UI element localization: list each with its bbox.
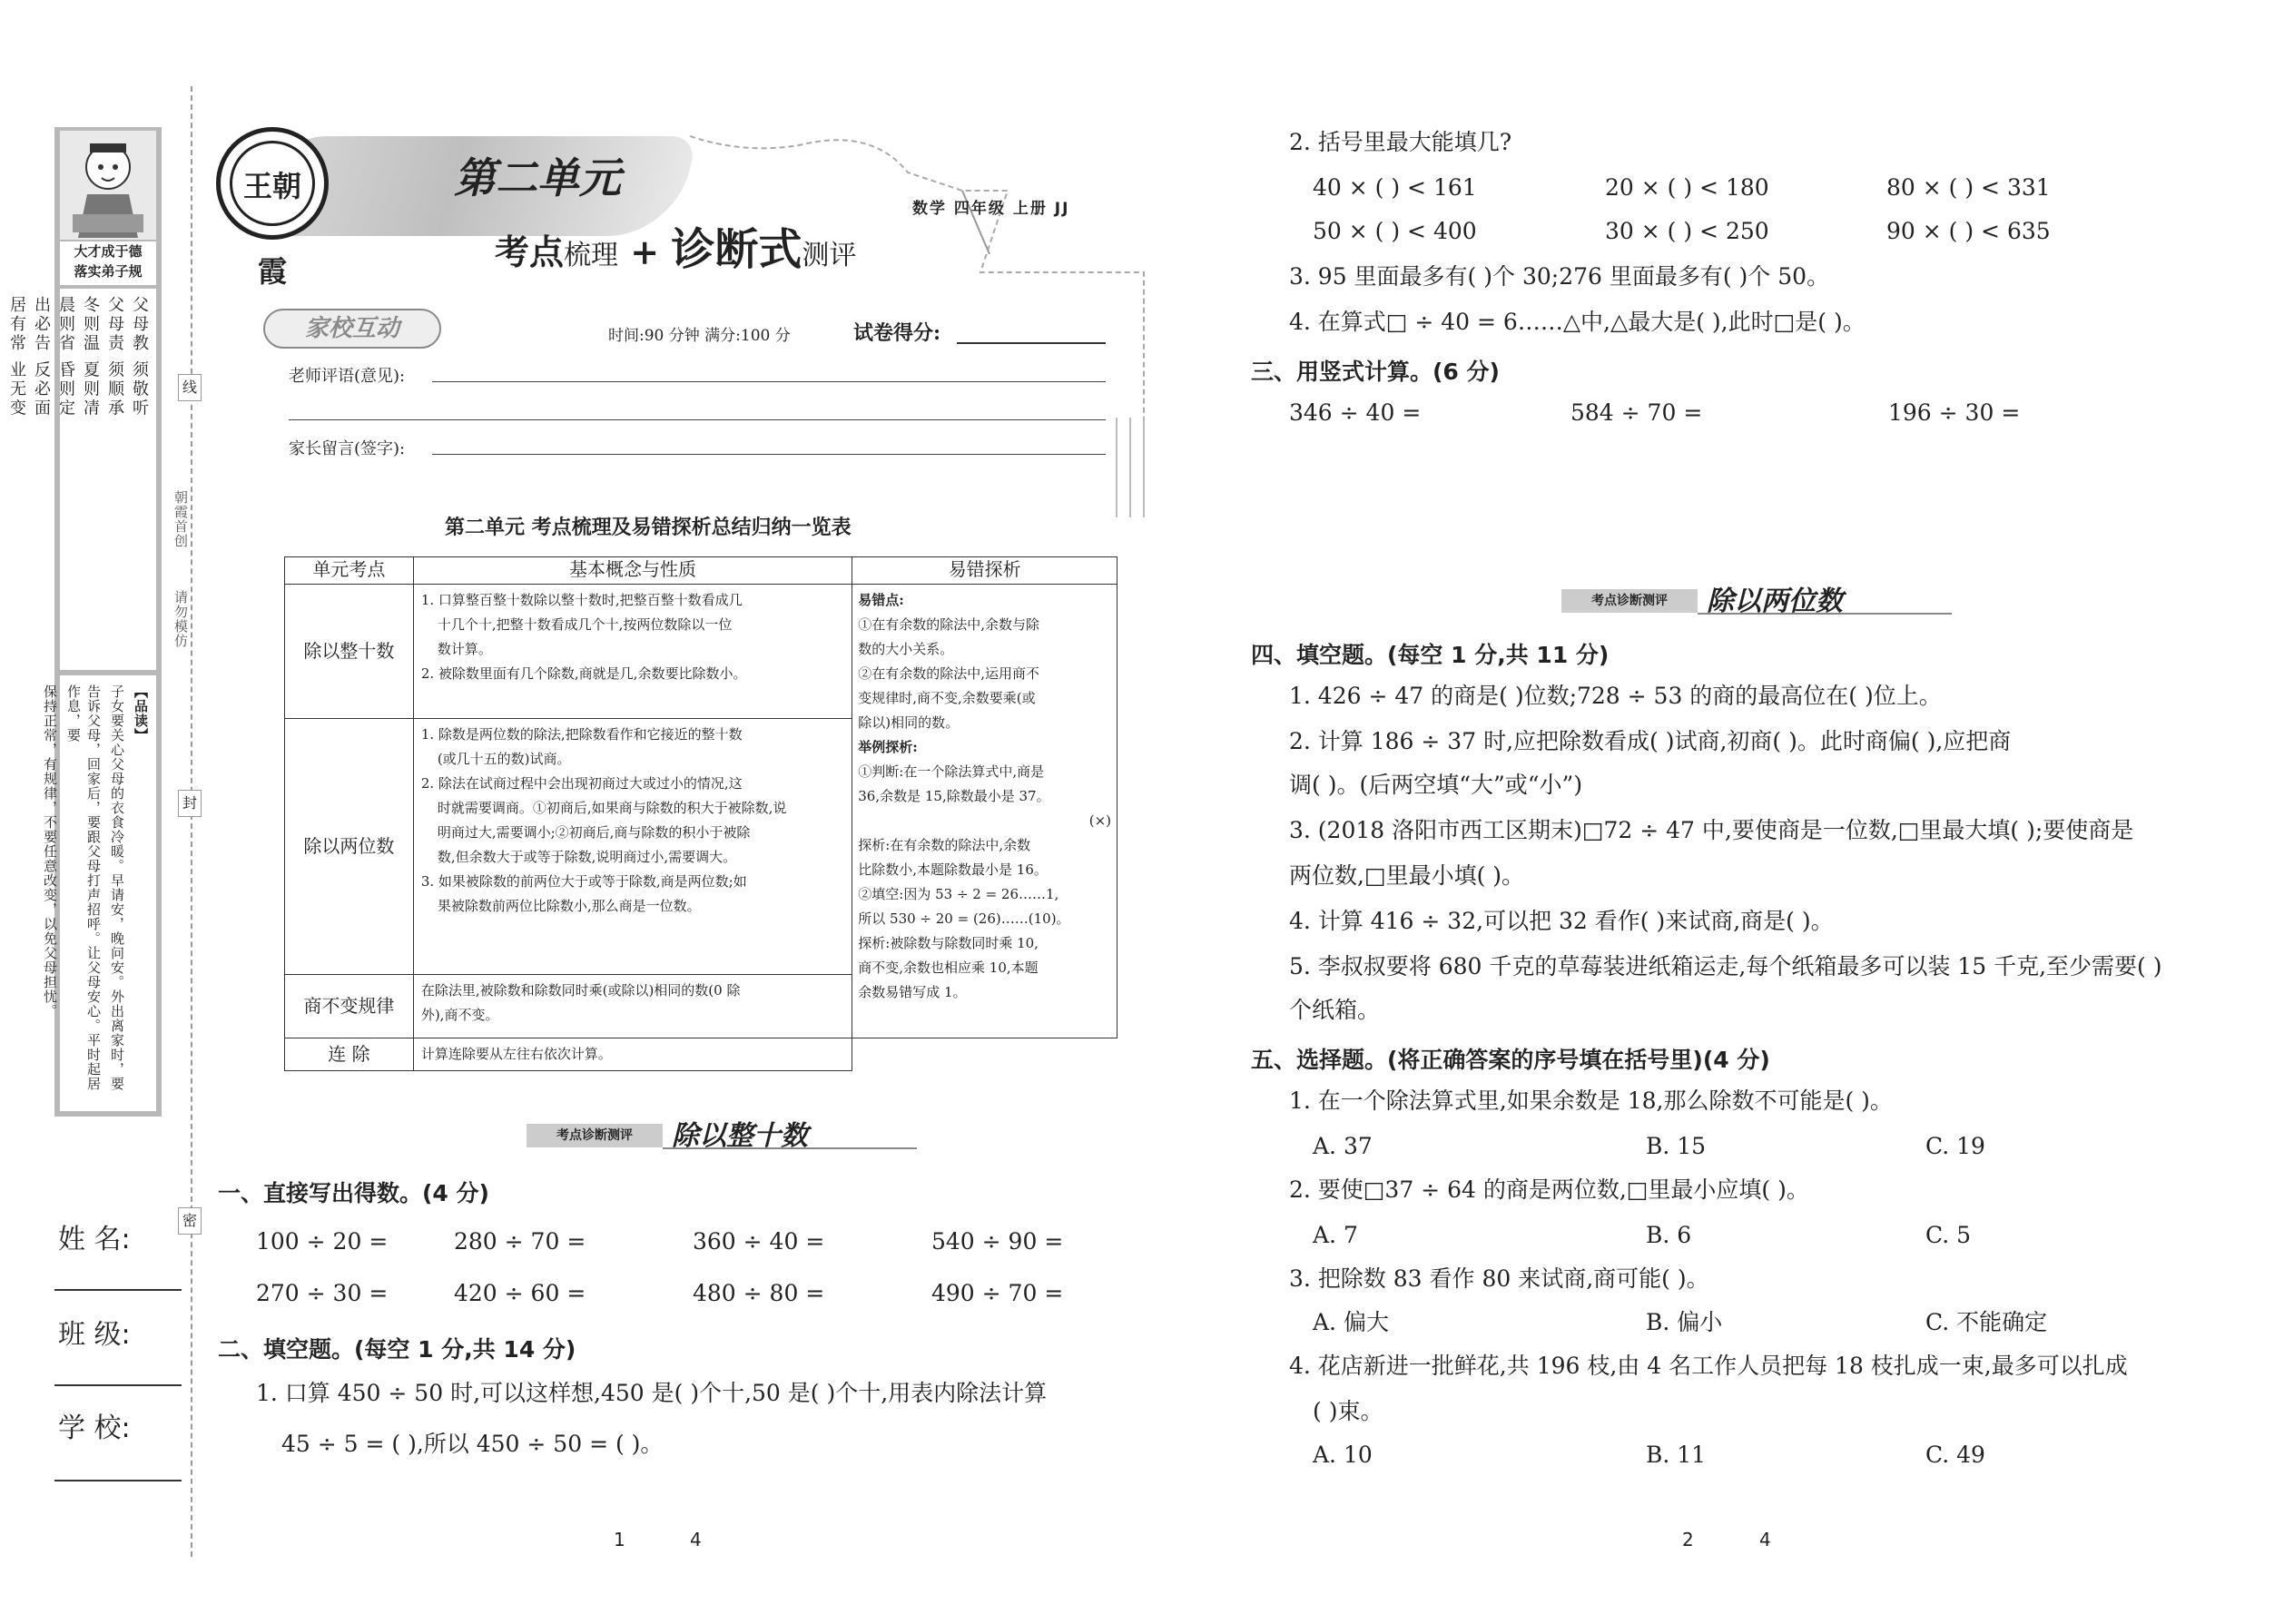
class-label: 班 级: [58,1319,131,1351]
verse-col: 冬则温 夏则凊 [81,296,100,418]
question: 两位数,□里最小填( )。 [1289,862,1525,889]
time-limit: 时间:90 分钟 满分:100 分 [608,327,791,345]
home-school-tag: 家校互动 [263,309,441,349]
banner-title: 除以两位数 [1707,586,1843,617]
banner-underline [663,1147,917,1149]
section-heading: 四、填空题。(每空 1 分,共 11 分) [1251,642,1610,668]
banner-title: 除以整十数 [672,1120,808,1152]
calc-item: 480 ÷ 80 = [693,1280,825,1306]
calc-item: 420 ÷ 60 = [454,1280,586,1306]
reading-col: 保持正常，有规律，不要任意改变，以免父母担忧。 [42,684,58,1019]
left-margin-strip [7,127,162,1117]
section-heading: 三、用竖式计算。(6 分) [1251,359,1500,385]
question: 1. 426 ÷ 47 的商是( )位数;728 ÷ 53 的商的最高位在( )位上。 [1289,683,1942,709]
choice-option[interactable]: A. 7 [1313,1222,1358,1248]
question: 5. 李叔叔要将 680 千克的草莓装进纸箱运走,每个纸箱最多可以装 15 千克,至少需要( ) [1289,953,2162,979]
name-field[interactable] [54,1289,182,1291]
inequality-item: 50 × ( ) < 400 [1313,218,1477,244]
question: 3. (2018 洛阳市西工区期末)□72 ÷ 47 中,要使商是一位数,□里最大填( );要使商是 [1289,817,2134,843]
unit-title: 第二单元 [454,153,621,202]
score-label: 试卷得分: [853,321,941,345]
table-row [285,1038,1117,1071]
topic-cell: 连 除 [285,1038,414,1071]
calc-item: 490 ÷ 70 = [931,1280,1064,1306]
reading-panel [42,675,156,1111]
class-field[interactable] [54,1384,182,1386]
table-header: 基本概念与性质 [413,557,852,585]
choice-option[interactable]: B. 偏小 [1646,1309,1723,1335]
table-header: 易错探析 [852,557,1117,585]
mascot-icon [60,131,156,240]
inequality-item: 20 × ( ) < 180 [1605,174,1769,201]
cut-label: 密 [178,1207,202,1235]
subtitle: 考点梳理 + 诊断式测评 [495,224,857,275]
parent-comment-label: 家长留言(签字): [289,439,406,458]
choice-option[interactable]: A. 10 [1313,1442,1373,1468]
question: 1. 在一个除法算式里,如果余数是 18,那么除数不可能是( )。 [1289,1088,1893,1114]
cut-label: 线 [178,374,202,401]
choice-option[interactable]: C. 49 [1925,1442,1985,1468]
name-label: 姓 名: [58,1224,131,1255]
calc-item: 360 ÷ 40 = [693,1228,825,1255]
banner-tag: 考点诊断测评 [1561,589,1698,613]
verse-col: 居有常 业无变 [7,296,26,418]
easy-mistake-cell: 易错点: ①在有余数的除法中,余数与除 数的大小关系。 ②在有余数的除法中,运用商不 变规律时,商不变,余数要乘(或 除以)相同的数。 举例探析: ①判断:在一个除法算式中,商是 36,余数是 15,除数最小是 37。 (×) 探析:在有余数的除法中,余数 比除数小,本题除数最小是 16。 ②填空:因为 53 ÷ 2 = 26……1, 所以 530 ÷ 20 = (26)……(10)。 探析:被除数与除数同时乘 10, 商不变,余数也相应乘 10,本题 余数易错写成 1。 [852,585,1117,1038]
cut-label: 封 [178,790,202,817]
calc-item: 280 ÷ 70 = [454,1228,586,1255]
teacher-comment-label: 老师评语(意见): [289,367,406,386]
verse-col: 出必告 反必面 [32,296,51,418]
cut-line [191,86,192,1557]
question: ( )束。 [1313,1398,1383,1424]
logo [216,127,329,289]
logo-text: 王朝霞 [230,141,315,226]
choice-option[interactable]: C. 19 [1925,1133,1985,1159]
calc-item: 196 ÷ 30 = [1888,399,2021,426]
verse-panel [7,289,156,670]
teacher-comment-field-2[interactable] [289,419,1106,420]
table-title: 第二单元 考点梳理及易错探析总结归纳一览表 [445,517,852,539]
verse-col: 父母责 须顺承 [105,296,124,418]
choice-option[interactable]: C. 5 [1925,1222,1972,1248]
question: 4. 在算式□ ÷ 40 = 6……△中,△最大是( ),此时□是( )。 [1289,309,1866,335]
inequality-item: 30 × ( ) < 250 [1605,218,1769,244]
table-row [285,585,1117,719]
section-banner [527,1118,926,1151]
page-number: 4 [690,1529,702,1550]
topic-cell: 除以整十数 [285,585,414,719]
reading-col: 告诉父母，回家后，要跟父母打声招呼。让父母安心。平时起居作息，要 [65,684,102,1091]
question: 45 ÷ 5 = ( ),所以 450 ÷ 50 = ( )。 [281,1431,664,1457]
question: 2. 计算 186 ÷ 37 时,应把除数看成( )试商,初商( )。此时商偏( ),应把商 [1289,728,2012,754]
choice-option[interactable]: C. 不能确定 [1925,1309,2048,1335]
question: 2. 括号里最大能填几? [1289,129,1512,155]
calc-item: 540 ÷ 90 = [931,1228,1064,1255]
cut-note: 朝霞首创 [172,490,189,548]
banner-underline [1698,613,1952,615]
topic-cell: 除以两位数 [285,719,414,975]
page-number: 1 [614,1529,625,1550]
parent-comment-field[interactable] [432,454,1106,455]
summary-table [284,556,1117,1071]
section-heading: 二、填空题。(每空 1 分,共 14 分) [218,1336,576,1363]
page-number: 2 [1682,1529,1694,1550]
school-label: 学 校: [58,1412,131,1444]
banner-tag: 考点诊断测评 [527,1124,663,1147]
concept-cell: 1. 口算整百整十数除以整十数时,把整百整十数看成几 十几个十,把整十数看成几个十,按两位数除以一位 数计算。 2. 被除数里面有几个除数,商就是几,余数要比除数小。 [413,585,852,719]
inequality-item: 90 × ( ) < 635 [1886,218,2051,244]
reading-col: 子女要关心父母的衣食冷暖。早请安，晚问安。外出离家时，要 [109,684,125,1091]
calc-item: 346 ÷ 40 = [1289,399,1422,426]
topic-cell: 商不变规律 [285,975,414,1038]
concept-cell: 在除法里,被除数和除数同时乘(或除以)相同的数(0 除 外),商不变。 [413,975,852,1038]
mascot-illustration [60,131,156,240]
choice-option[interactable]: B. 15 [1646,1133,1707,1159]
question: 调( )。(后两空填“大”或“小”) [1289,772,1583,798]
table-header-row [285,557,1117,585]
concept-cell: 计算连除要从左往右依次计算。 [413,1038,852,1071]
inequality-item: 80 × ( ) < 331 [1886,174,2051,201]
grade-label: 数学 四年级 上册 JJ [912,200,1070,218]
teacher-comment-field[interactable] [432,381,1106,382]
question: 4. 计算 416 ÷ 32,可以把 32 看作( )来试商,商是( )。 [1289,908,1834,934]
question: 3. 把除数 83 看作 80 来试商,商可能( )。 [1289,1265,1709,1292]
calc-item: 584 ÷ 70 = [1570,399,1703,426]
question: 2. 要使□37 ÷ 64 的商是两位数,□里最小应填( )。 [1289,1176,1809,1203]
page-number: 4 [1759,1529,1771,1550]
table-header: 单元考点 [285,557,414,585]
section-heading: 一、直接写出得数。(4 分) [218,1180,489,1206]
school-field[interactable] [54,1480,182,1481]
question: 1. 口算 450 ÷ 50 时,可以这样想,450 是( )个十,50 是( )个十,用表内除法计算 [256,1380,1048,1406]
reading-title: 【品读】 [133,684,149,743]
concept-cell: 1. 除数是两位数的除法,把除数看作和它接近的整十数 (或几十五的数)试商。 2. 除法在试商过程中会出现初商过大或过小的情况,这 时就需要调商。①初商后,如果商与除数的积大于被除数,说 明商过大,需要调小;②初商后,商与除数的积小于被除 数,但余数大于或等于除数,说明商过小,需要调大。 3. 如果被除数的前两位大于或等于除数,商是两位数;如 果被除数前两位比除数小,那么商是一位数。 [413,719,852,975]
choice-option[interactable]: B. 6 [1646,1222,1692,1248]
section-heading: 五、选择题。(将正确答案的序号填在括号里)(4 分) [1251,1047,1770,1073]
verse-col: 父母教 须敬听 [130,296,149,418]
choice-option[interactable]: B. 11 [1646,1442,1707,1468]
choice-option[interactable]: A. 37 [1313,1133,1373,1159]
inequality-item: 40 × ( ) < 161 [1313,174,1477,201]
question: 个纸箱。 [1289,997,1381,1023]
cut-note: 请勿模仿 [172,590,189,648]
question: 3. 95 里面最多有( )个 30;276 里面最多有( )个 50。 [1289,263,1830,290]
calc-item: 270 ÷ 30 = [256,1280,389,1306]
verse-col: 晨则省 昏则定 [56,296,75,418]
choice-option[interactable]: A. 偏大 [1313,1309,1389,1335]
section-banner [1561,584,1961,616]
question: 4. 花店新进一批鲜花,共 196 枝,由 4 名工作人员把每 18 枝扎成一束,最多可以扎成 [1289,1353,2128,1379]
calc-item: 100 ÷ 20 = [256,1228,389,1255]
score-field[interactable] [957,342,1106,344]
motto: 大才成于德 落实弟子规 [60,241,156,285]
